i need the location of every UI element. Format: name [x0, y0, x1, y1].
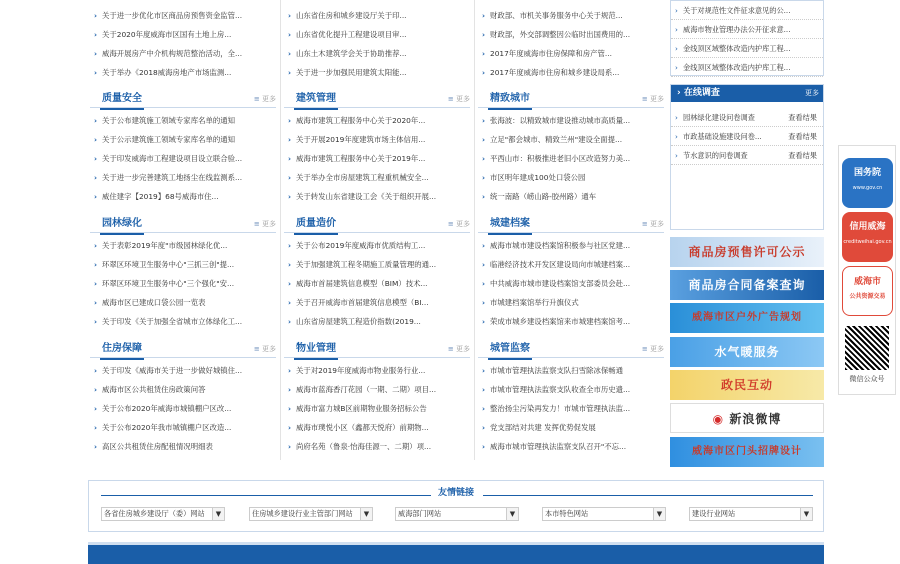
weibo-label: 新浪微博	[729, 412, 782, 426]
panel-title: 园林绿化	[100, 215, 144, 235]
qr-code-icon	[845, 326, 889, 370]
chevron-down-icon: ▼	[800, 508, 812, 520]
chevron-down-icon: ▼	[212, 508, 224, 520]
shopfront-design-banner[interactable]: 威海市区门头招牌设计	[670, 437, 824, 467]
list-item[interactable]: › 市城市管理执法监察支队扫雪除冰保畅通	[478, 361, 664, 380]
list-item[interactable]: › 威住建字【2019】68号威海市住...	[90, 187, 276, 206]
view-results-link[interactable]: 查看结果	[788, 151, 817, 160]
credit-weihai-icon[interactable]	[842, 212, 893, 262]
more-link[interactable]: ≡ 更多	[254, 217, 276, 231]
icon-sub: www.gov.cn	[852, 185, 883, 191]
link-select-1[interactable]	[101, 507, 225, 521]
list-item[interactable]: › 威海市城市建设档案馆积极参与社区党建...	[478, 236, 664, 255]
panel-building-management	[284, 90, 470, 206]
link-select-2[interactable]	[249, 507, 373, 521]
list-item[interactable]: › 关于公示建筑施工领域专家库名单的通知	[90, 130, 276, 149]
list-item[interactable]: › 关于公布建筑施工领域专家库名单的通知	[90, 111, 276, 130]
top-list-col3	[478, 6, 664, 82]
link-select-5[interactable]	[689, 507, 813, 521]
link-select-4[interactable]	[542, 507, 666, 521]
list-item[interactable]: › 威海市首届建筑信息模型（BIM）技术...	[284, 274, 470, 293]
contract-filing-banner[interactable]: 商品房合同备案查询	[670, 270, 824, 300]
list-item[interactable]: › 市城建档案馆举行升旗仪式	[478, 293, 664, 312]
list-item[interactable]: › 山东省房屋建筑工程造价指数(2019...	[284, 312, 470, 331]
panel-title: 质量安全	[100, 90, 144, 110]
select-value: 住房城乡建设行业主管部门网站	[252, 509, 353, 518]
more-link[interactable]: ≡ 更多	[642, 217, 664, 231]
list-item[interactable]: › 威海市区已建成口袋公园一览表	[90, 293, 276, 312]
list-item[interactable]: › 关于举办全市房屋建筑工程重机械安全...	[284, 168, 470, 187]
list-item[interactable]: › 2017年度威海市住房和城乡建设局系...	[478, 63, 664, 82]
list-item[interactable]: › 威海市城市管理执法监察支队召开"不忘...	[478, 437, 664, 456]
divider	[474, 0, 475, 460]
panel-title: 物业管理	[294, 340, 338, 360]
view-results-link[interactable]: 查看结果	[788, 113, 817, 122]
panel-quality-safety	[90, 90, 276, 206]
panel-title: 建筑管理	[294, 90, 338, 110]
select-value: 威海部门网站	[398, 509, 442, 518]
list-item[interactable]: › 关于公布2019年度威海市优质结构工...	[284, 236, 470, 255]
weibo-icon: ◉	[712, 412, 730, 426]
panel-refined-city	[478, 90, 664, 206]
list-item[interactable]: › 金线顶区域整体改造内护库工程...	[671, 39, 823, 58]
more-link[interactable]: ≡ 更多	[448, 342, 470, 356]
more-link[interactable]: 更多	[805, 89, 819, 97]
list-item[interactable]: › 关于表彰2019年度"市级园林绿化优...	[90, 236, 276, 255]
list-item[interactable]: › 尚府名苑（鲁泉·怡海佳源一、二期）项...	[284, 437, 470, 456]
notice-list	[670, 0, 824, 76]
list-item[interactable]: › 威海市璞悦小区（鑫都天悦府）前期物...	[284, 418, 470, 437]
list-item[interactable]: › 关于举办《2018威海房地产市场监测...	[90, 63, 276, 82]
list-item[interactable]: › 关于加强建筑工程冬期施工质量管理的通...	[284, 255, 470, 274]
chevron-down-icon: ▼	[506, 508, 518, 520]
list-item[interactable]: › 中共威海市城市建设档案馆支部委员会赴...	[478, 274, 664, 293]
survey-name[interactable]: 园林绿化建设问卷调查	[683, 113, 755, 122]
list-item[interactable]: › 山东省优化提升工程建设项目审...	[284, 25, 470, 44]
utility-service-banner[interactable]: 水气暖服务	[670, 337, 824, 367]
public-resource-icon[interactable]	[842, 266, 893, 316]
panel-urban-archives	[478, 215, 664, 331]
list-item[interactable]: › 关于2020年度威海市区国有土地上房...	[90, 25, 276, 44]
list-item[interactable]: › 关于印发《威海市关于进一步做好城镇住...	[90, 361, 276, 380]
list-item[interactable]: › 威海市物业管理办法公开征求意...	[671, 20, 823, 39]
footer-bar	[88, 542, 824, 564]
list-item[interactable]: › 关于进一步优化市区商品房预售资金监管...	[90, 6, 276, 25]
select-value: 各省住房城乡建设厅（委）网站	[104, 509, 205, 518]
icon-label: 国务院	[853, 168, 881, 178]
more-link[interactable]: ≡ 更多	[448, 217, 470, 231]
panel-title: 质量造价	[294, 215, 338, 235]
survey-row	[671, 127, 823, 146]
list-item[interactable]: › 市区明年建成100处口袋公园	[478, 168, 664, 187]
floating-sidebar	[838, 145, 896, 395]
more-link[interactable]: ≡ 更多	[448, 92, 470, 106]
panel-property-management	[284, 340, 470, 456]
survey-panel	[670, 84, 824, 230]
qr-caption: 微信公众号	[849, 375, 885, 383]
list-item[interactable]: › 关于进一步完善建筑工地扬尘在线监测系...	[90, 168, 276, 187]
list-item[interactable]: › 威海市区公共租赁住房政策问答	[90, 380, 276, 399]
chevron-down-icon: ▼	[653, 508, 665, 520]
survey-row	[671, 108, 823, 127]
list-item[interactable]: › 关于进一步加强民用建筑太阳能...	[284, 63, 470, 82]
list-item[interactable]: › 统一南路（崂山路-胶州路）通车	[478, 187, 664, 206]
list-item[interactable]: › 环翠区环境卫生服务中心"三个强化"安...	[90, 274, 276, 293]
list-item[interactable]: › 张海波：以精致城市建设推动城市高质量...	[478, 111, 664, 130]
panel-title: 城建档案	[488, 215, 532, 235]
list-item[interactable]: › 金线顶区域整体改造内护库工程...	[671, 58, 823, 77]
list-item[interactable]: › 威海市蓝海香汀花园（一期、二期）项目...	[284, 380, 470, 399]
list-item[interactable]: › 山东省住房和城乡建设厅关于印...	[284, 6, 470, 25]
list-item[interactable]: › 关于开展2019年度建筑市场主体信用...	[284, 130, 470, 149]
list-item[interactable]: › 威海市建筑工程服务中心关于2019年...	[284, 149, 470, 168]
list-item[interactable]: › 威海市建筑工程服务中心关于2020年...	[284, 111, 470, 130]
icon-sub: creditweihai.gov.cn	[843, 239, 892, 245]
panel-title: 城管监察	[488, 340, 532, 360]
list-item[interactable]: › 关于转发山东省建设工会《关于组织开展...	[284, 187, 470, 206]
list-item[interactable]: › 威海市富力城B区前期物业服务招标公告	[284, 399, 470, 418]
state-council-icon[interactable]	[842, 158, 893, 208]
list-item[interactable]: › 2017年度威海市住房保障和房产管...	[478, 44, 664, 63]
outdoor-ad-banner[interactable]: 威海市区户外广告规划	[670, 303, 824, 333]
more-link[interactable]: ≡ 更多	[254, 92, 276, 106]
survey-name[interactable]: 节水意识的问卷调查	[683, 151, 748, 160]
list-item[interactable]: › 财政部，外交部调整因公临时出国费用的...	[478, 25, 664, 44]
link-select-3[interactable]	[395, 507, 519, 521]
list-item[interactable]: › 威海开展房产中介机构规范整治活动，全...	[90, 44, 276, 63]
icon-label: 信用威海	[849, 222, 886, 232]
list-item[interactable]: › 整治扬尘污染再发力！市城市管理执法监...	[478, 399, 664, 418]
select-value: 建设行业网站	[692, 509, 736, 518]
list-item[interactable]: › 关于公布2020年威海市城镇棚户区改...	[90, 399, 276, 418]
panel-title: 住房保障	[100, 340, 144, 360]
panel-title: 精致城市	[488, 90, 532, 110]
sina-weibo-banner[interactable]	[670, 403, 824, 433]
list-item[interactable]: › 市城市管理执法监察支队收查全市历史遗...	[478, 380, 664, 399]
list-item[interactable]: › 立足"都会城市、精致兰州"建设全面提...	[478, 130, 664, 149]
panel-urban-supervision	[478, 340, 664, 456]
list-item[interactable]: › 关于对规范性文件征求意见的公...	[671, 1, 823, 20]
panel-quality-cost	[284, 215, 470, 331]
main-content	[90, 0, 664, 470]
select-value: 本市特色网站	[545, 509, 589, 518]
more-link[interactable]: ≡ 更多	[642, 342, 664, 356]
list-item[interactable]: › 平西山市：积极推进老旧小区改造努力美...	[478, 149, 664, 168]
more-link[interactable]: ≡ 更多	[254, 342, 276, 356]
list-item[interactable]: › 关于印发《关于加强全省城市立体绿化工...	[90, 312, 276, 331]
friend-links-title: 友情链接	[437, 488, 474, 498]
icon-label: 威海市	[853, 277, 881, 287]
list-item[interactable]: › 关于对2019年度威海市物业服务行业...	[284, 361, 470, 380]
list-item[interactable]: › 高区公共租赁住房配租情况明细表	[90, 437, 276, 456]
list-item[interactable]: › 关于公布2020年我市城镇棚户区改造...	[90, 418, 276, 437]
survey-name[interactable]: 市政基础设施建设问卷...	[683, 132, 762, 141]
list-item[interactable]: › 山东土木建筑学会关于协助推荐...	[284, 44, 470, 63]
survey-row	[671, 146, 823, 165]
list-item[interactable]: › 党支部结对共建 发挥优势促发展	[478, 418, 664, 437]
list-item[interactable]: › 关于印发威海市工程建设项目设立联合验...	[90, 149, 276, 168]
top-list-col2	[284, 6, 470, 82]
list-item[interactable]: › 关于召开威海市首届建筑信息模型（BI...	[284, 293, 470, 312]
top-list-col1	[90, 6, 276, 82]
more-link[interactable]: ≡ 更多	[642, 92, 664, 106]
survey-header: › 在线调查 更多	[671, 85, 823, 102]
list-item[interactable]: › 财政部、市机关事务服务中心关于规范...	[478, 6, 664, 25]
chevron-down-icon: ▼	[360, 508, 372, 520]
icon-sub: 公共资源交易	[849, 293, 886, 300]
survey-title: 在线调查	[683, 88, 720, 98]
friend-links-panel	[88, 480, 824, 532]
list-item[interactable]: › 环翠区环境卫生服务中心"三抓三创"提...	[90, 255, 276, 274]
list-item[interactable]: › 临港经济技术开发区建设局向市城建档案...	[478, 255, 664, 274]
government-interaction-banner[interactable]: 政民互动	[670, 370, 824, 400]
panel-landscaping	[90, 215, 276, 331]
panel-housing-security	[90, 340, 276, 456]
divider	[280, 0, 281, 460]
list-item[interactable]: › 荣成市城乡建设档案馆来市城建档案馆考...	[478, 312, 664, 331]
view-results-link[interactable]: 查看结果	[788, 132, 817, 141]
presale-permit-banner[interactable]: 商品房预售许可公示	[670, 237, 824, 267]
